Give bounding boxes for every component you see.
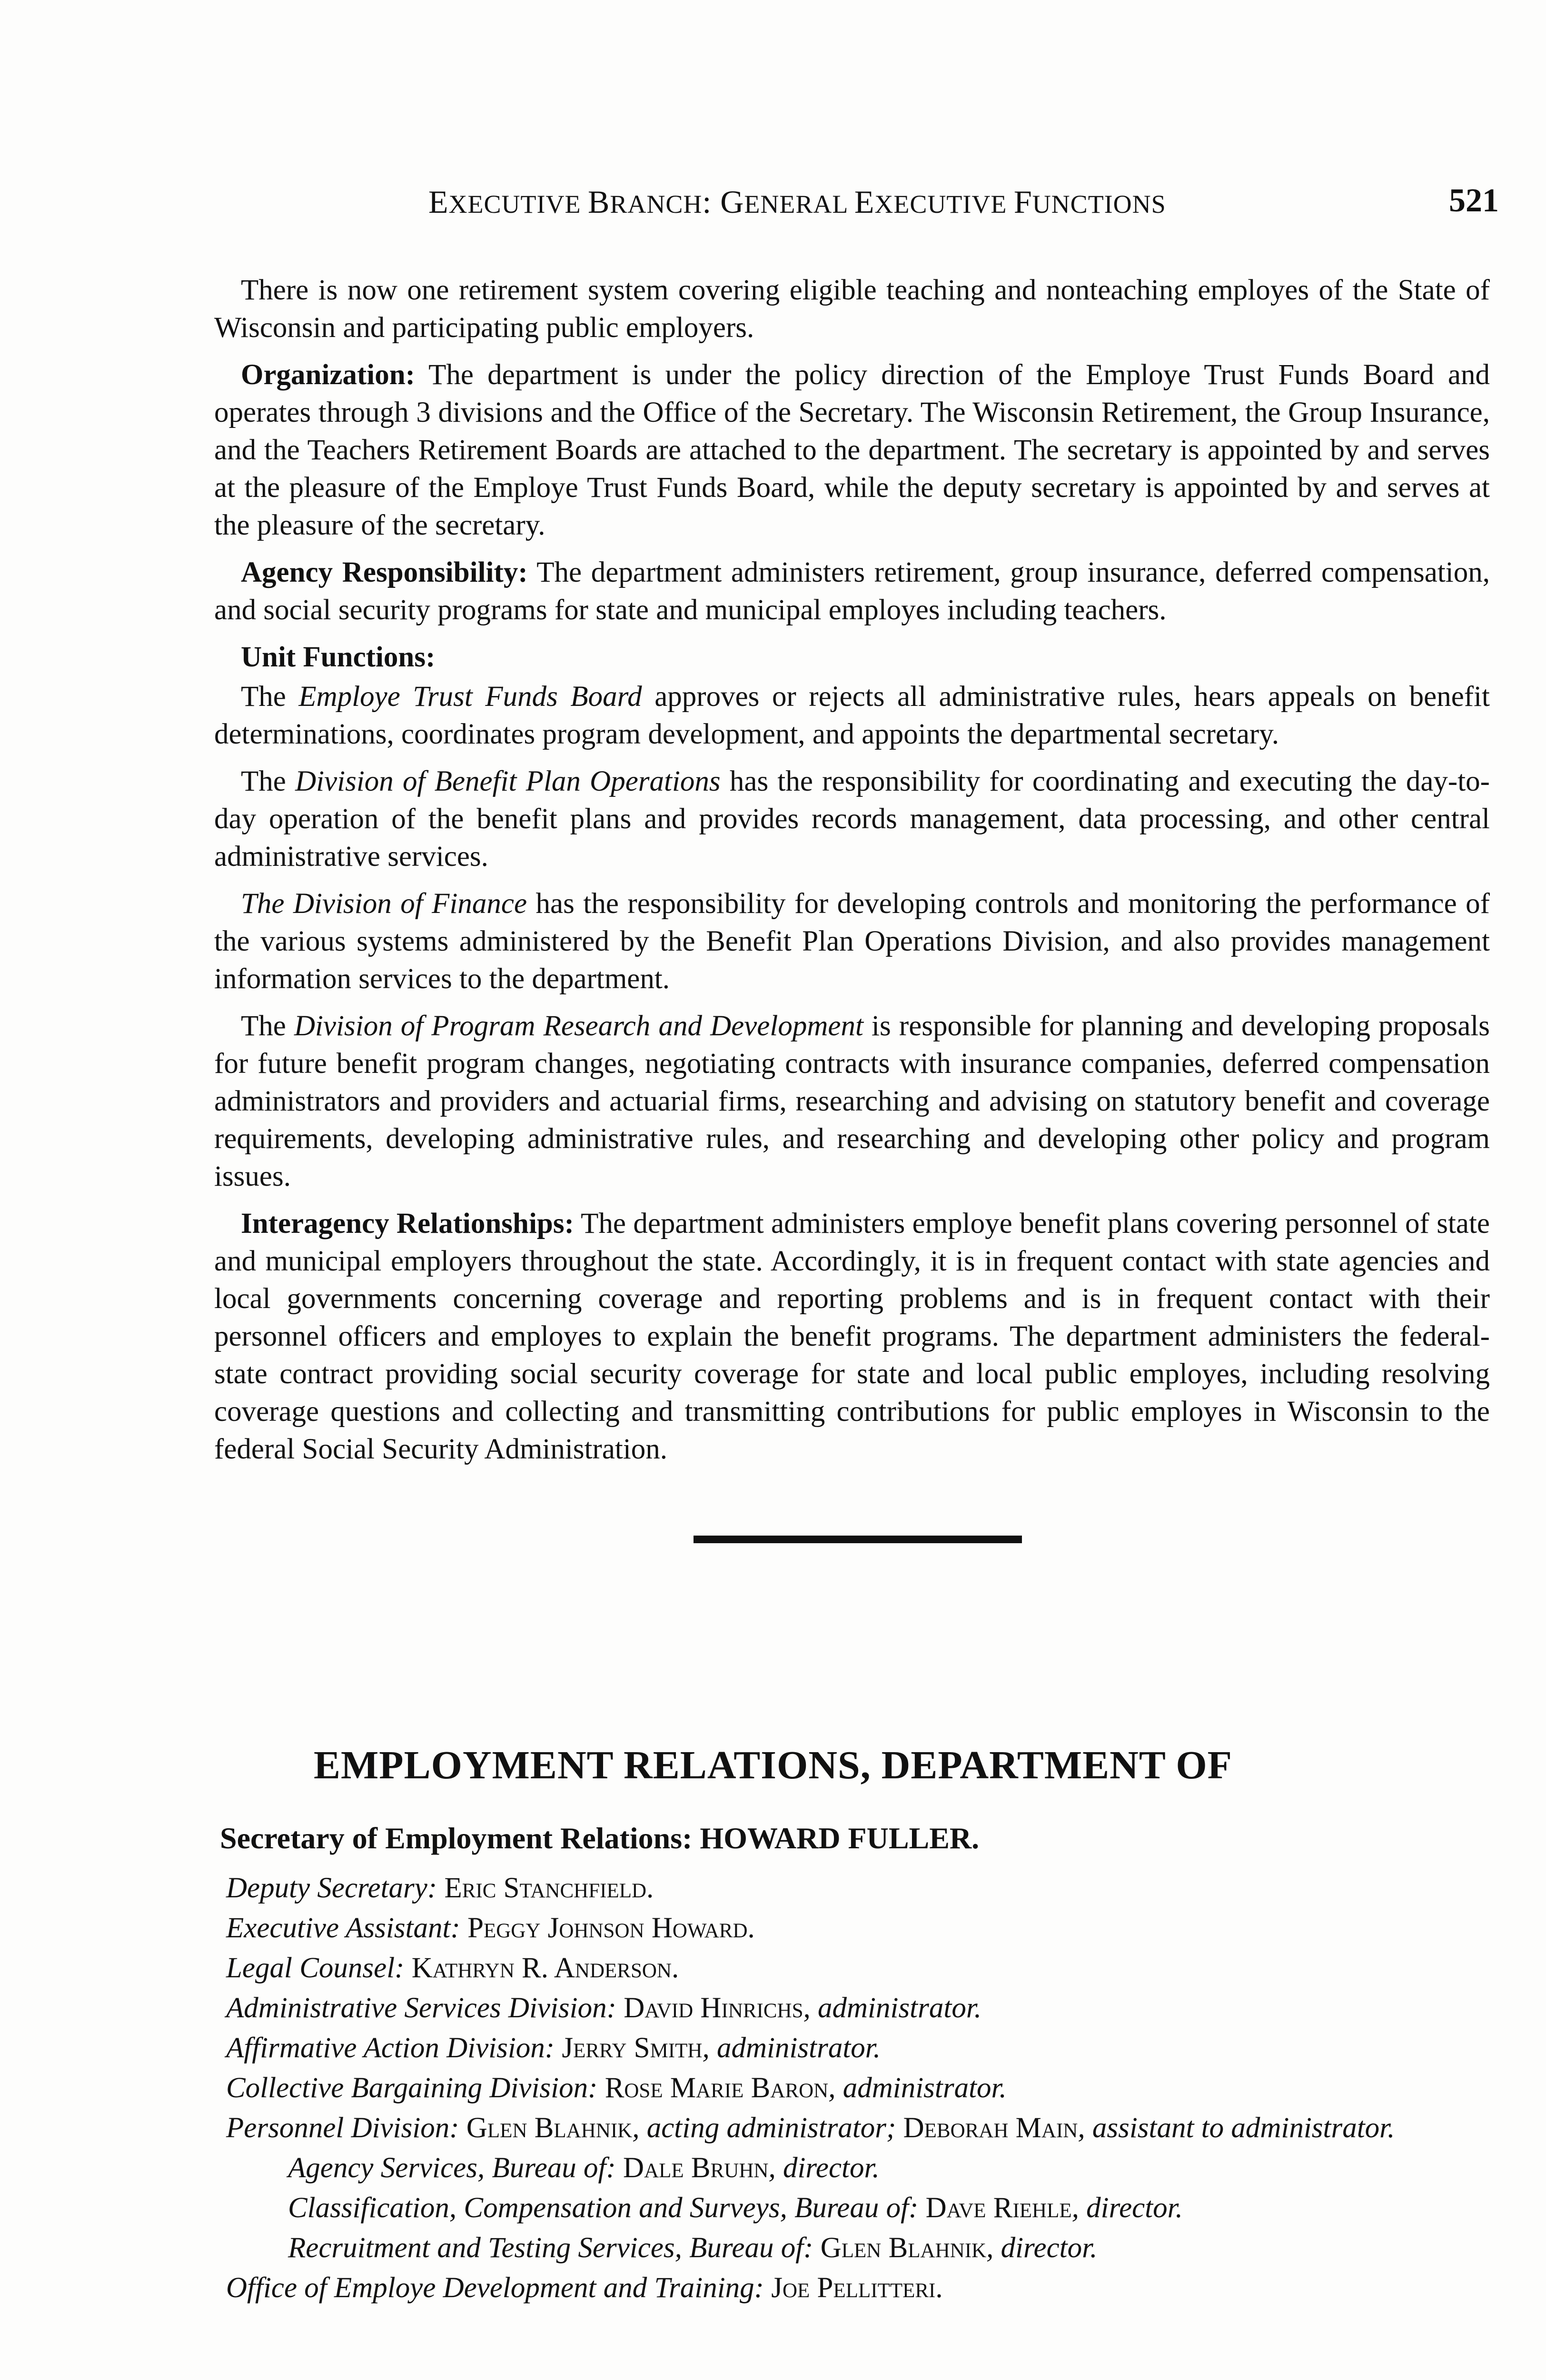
intro-paragraph: There is now one retirement system covering eligible teaching and nonteaching employes of the State of Wisconsin and participating public employers. [214, 274, 1490, 344]
staff-entry: Legal Counsel: Kathryn R. Anderson. [226, 1952, 679, 1984]
staff-entry: Collective Bargaining Division: Rose Marie Baron, administrator. [226, 2072, 1007, 2104]
body-text [214, 271, 1490, 1478]
running-header: EXECUTIVE BRANCH: GENERAL EXECUTIVE FUNCTIONS [428, 184, 1166, 220]
unit-paragraph-benefit-plan-operations: The Division of Benefit Plan Operations has the responsibility for coordinating and executing the day-to-day operation of the benefit plans and provides records management, data processing, and other central administrative services. [214, 765, 1490, 873]
section-divider-rule [694, 1536, 1022, 1543]
staff-entry-bureau: Classification, Compensation and Surveys, Bureau of: Dave Riehle, director. [288, 2192, 1183, 2224]
staff-entry: Office of Employe Development and Training: Joe Pellitteri. [226, 2272, 943, 2304]
agency-responsibility-text: The department administers retirement, group insurance, deferred compensation, and social security programs for state and municipal employes including teachers. [214, 556, 1490, 626]
page-number: 521 [1449, 182, 1499, 219]
staff-entry: Affirmative Action Division: Jerry Smith, administrator. [226, 2032, 881, 2064]
organization-label: Organization: [241, 359, 415, 391]
staff-entry: Deputy Secretary: Eric Stanchfield. [226, 1872, 654, 1904]
agency-responsibility-paragraph [214, 554, 1490, 629]
interagency-text: The department administers employe benefit plans covering personnel of state and municipal employers throughout the state. Accordingly, it is in frequent contact with state agencies and local governments concerning coverage and reporting problems and is in frequent contact with their personnel officers and employes to explain the benefit programs. The department administers the federal-state contract providing social security coverage for state and local public employes, including resolving coverage questions and collecting and transmitting contributions for public employes in Wisconsin to the federal Social Security Administration. [214, 1208, 1490, 1465]
department-title: EMPLOYMENT RELATIONS, DEPARTMENT OF [313, 1743, 1232, 1787]
unit-functions-heading: Unit Functions: [241, 641, 436, 673]
staff-entry-bureau: Agency Services, Bureau of: Dale Bruhn, director. [288, 2152, 880, 2184]
unit-paragraph-program-research: The Division of Program Research and Development is responsible for planning and developing proposals for future benefit program changes, negotiating contracts with insurance companies, deferred compensation administrators and providers and actuarial firms, researching and advising on statutory benefit and coverage requirements, developing administrative rules, and researching and developing other policy and program issues. [214, 1010, 1490, 1192]
interagency-paragraph [214, 1205, 1490, 1468]
staff-entry-bureau: Recruitment and Testing Services, Bureau of: Glen Blahnik, director. [288, 2232, 1098, 2264]
unit-paragraph-trust-funds-board: The Employe Trust Funds Board approves or rejects all administrative rules, hears appeals on benefit determinations, coordinates program development, and appoints the departmental secretary. [214, 681, 1490, 750]
agency-responsibility-label: Agency Responsibility: [241, 556, 528, 588]
organization-paragraph [214, 356, 1490, 544]
secretary-name: HOWARD FULLER. [700, 1821, 980, 1855]
staff-directory [226, 1868, 1502, 2308]
organization-text: The department is under the policy direction of the Employe Trust Funds Board and operates through 3 divisions and the Office of the Secretary. The Wisconsin Retirement, the Group Insurance, and the Teachers Retirement Boards are attached to the department. The secretary is appointed by and serves at the pleasure of the Employe Trust Funds Board, while the deputy secretary is appointed by and serves at the pleasure of the secretary. [214, 359, 1490, 541]
staff-entry: Executive Assistant: Peggy Johnson Howard. [226, 1912, 755, 1944]
unit-paragraph-finance: The Division of Finance has the responsibility for developing controls and monitoring the performance of the various systems administered by the Benefit Plan Operations Division, and also provides management information services to the department. [214, 888, 1490, 995]
staff-entry: Personnel Division: Glen Blahnik, acting administrator; Deborah Main, assistant to administrator. [226, 2112, 1395, 2144]
secretary-line [220, 1821, 979, 1856]
staff-entry: Administrative Services Division: David Hinrichs, administrator. [226, 1992, 982, 2024]
secretary-label: Secretary of Employment Relations: [220, 1821, 700, 1855]
interagency-label: Interagency Relationships: [241, 1208, 574, 1240]
